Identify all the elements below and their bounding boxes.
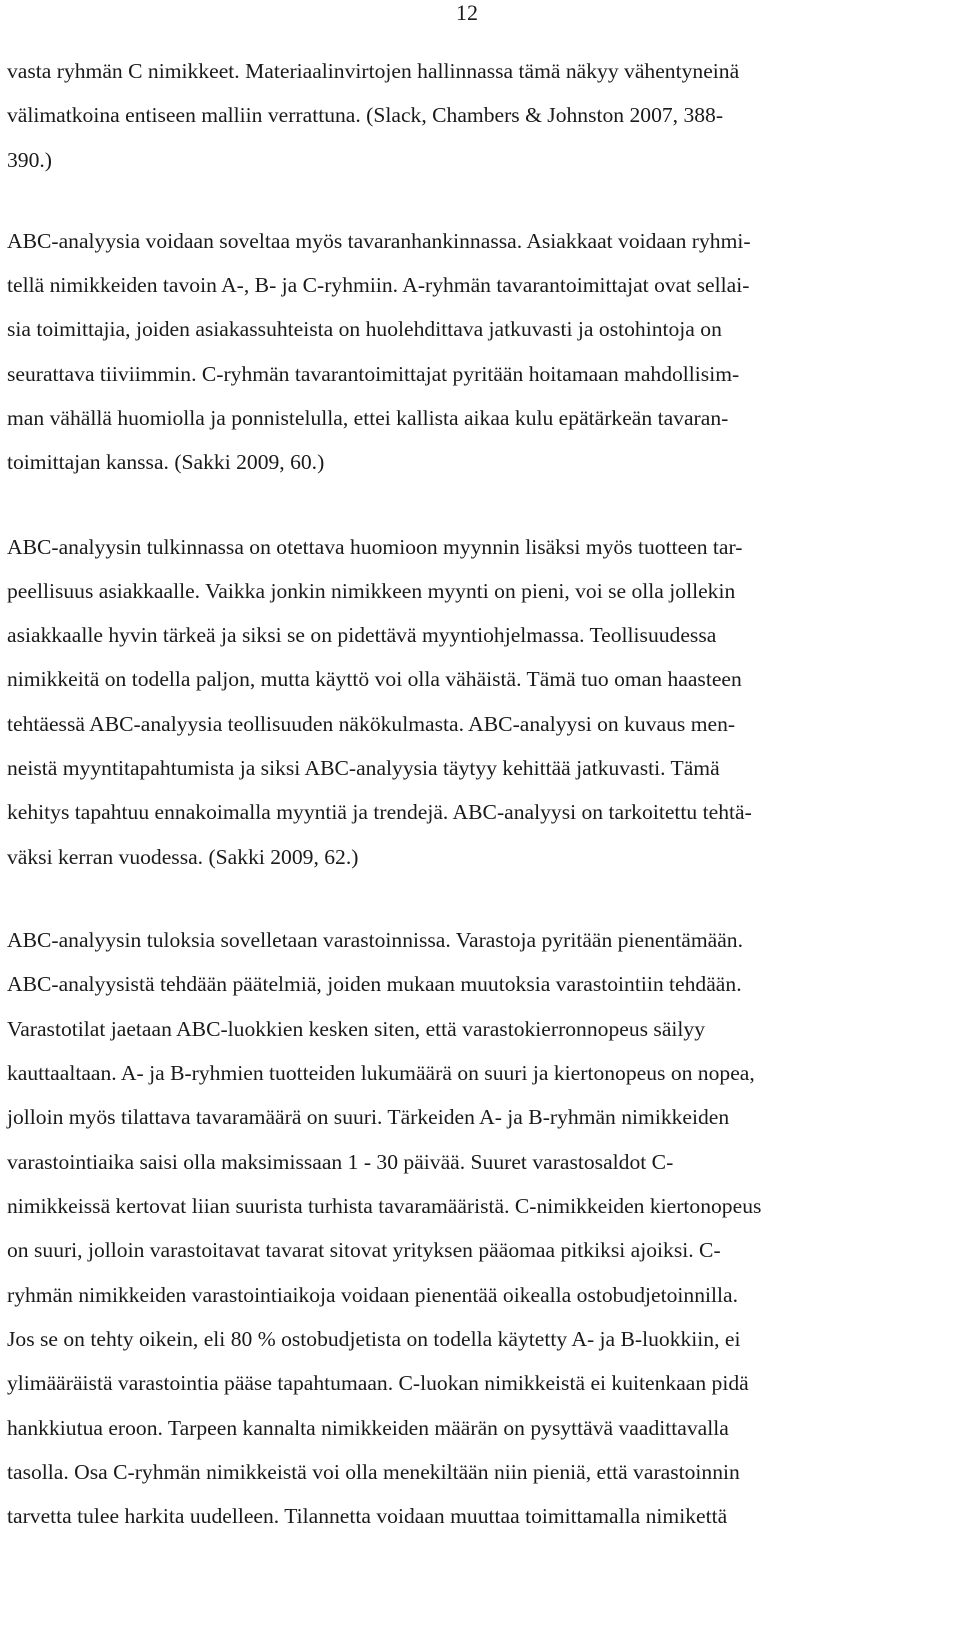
text-line: tellä nimikkeiden tavoin A-, B- ja C-ryhmiin. A-ryhmän tavarantoimittajat ovat sellai-: [7, 273, 750, 297]
text-line: peellisuus asiakkaalle. Vaikka jonkin nimikkeen myynti on pieni, voi se olla jollekin: [7, 579, 736, 603]
text-line: ABC-analyysin tulkinnassa on otettava huomioon myynnin lisäksi myös tuotteen tar-: [7, 535, 743, 559]
text-line: ABC-analyysistä tehdään päätelmiä, joiden mukaan muutoksia varastointiin tehdään.: [7, 972, 742, 996]
text-line: Varastotilat jaetaan ABC-luokkien kesken siten, että varastokierronnopeus säilyy: [7, 1017, 706, 1041]
text-line: asiakkaalle hyvin tärkeä ja siksi se on pidettävä myyntiohjelmassa. Teollisuudessa: [7, 623, 717, 647]
text-line: seurattava tiiviimmin. C-ryhmän tavarantoimittajat pyritään hoitamaan mahdollisim-: [7, 362, 740, 386]
page-number: 12: [456, 0, 478, 25]
text-line: 390.): [7, 148, 52, 172]
text-line: kehitys tapahtuu ennakoimalla myyntiä ja trendejä. ABC-analyysi on tarkoitettu tehtä-: [7, 800, 752, 824]
text-line: man vähällä huomiolla ja ponnistelulla, ettei kallista aikaa kulu epätärkeän tavaran-: [7, 406, 729, 430]
text-line: vasta ryhmän C nimikkeet. Materiaalinvirtojen hallinnassa tämä näkyy vähentyneinä: [7, 59, 740, 83]
text-line: tehtäessä ABC-analyysia teollisuuden näkökulmasta. ABC-analyysi on kuvaus men-: [7, 712, 736, 736]
text-line: sia toimittajia, joiden asiakassuhteista on huolehdittava jatkuvasti ja ostohintoja on: [7, 317, 722, 341]
text-line: ABC-analyysia voidaan soveltaa myös tavaranhankinnassa. Asiakkaat voidaan ryhmi-: [7, 229, 751, 253]
text-line: väksi kerran vuodessa. (Sakki 2009, 62.): [7, 845, 359, 869]
text-line: nimikkeitä on todella paljon, mutta käyttö voi olla vähäistä. Tämä tuo oman haasteen: [7, 667, 742, 691]
text-line: varastointiaika saisi olla maksimissaan 1 - 30 päivää. Suuret varastosaldot C-: [7, 1150, 674, 1174]
text-line: toimittajan kanssa. (Sakki 2009, 60.): [7, 450, 325, 474]
text-line: neistä myyntitapahtumista ja siksi ABC-analyysia täytyy kehittää jatkuvasti. Tämä: [7, 756, 720, 780]
text-line: kauttaaltaan. A- ja B-ryhmien tuotteiden lukumäärä on suuri ja kiertonopeus on nopea,: [7, 1061, 755, 1085]
text-line: ylimääräistä varastointia pääse tapahtumaan. C-luokan nimikkeistä ei kuitenkaan pidä: [7, 1371, 749, 1395]
text-line: tasolla. Osa C-ryhmän nimikkeistä voi olla menekiltään niin pieniä, että varastoinnin: [7, 1460, 740, 1484]
text-line: ryhmän nimikkeiden varastointiaikoja voidaan pienentää oikealla ostobudjetoinnilla.: [7, 1283, 738, 1307]
text-line: tarvetta tulee harkita uudelleen. Tilannetta voidaan muuttaa toimittamalla nimikettä: [7, 1504, 728, 1528]
text-line: nimikkeissä kertovat liian suurista turhista tavaramääristä. C-nimikkeiden kiertonopeus: [7, 1194, 762, 1218]
text-line: ABC-analyysin tuloksia sovelletaan varastoinnissa. Varastoja pyritään pienentämään.: [7, 928, 743, 952]
text-line: välimatkoina entiseen malliin verrattuna. (Slack, Chambers & Johnston 2007, 388-: [7, 103, 724, 127]
text-line: hankkiutua eroon. Tarpeen kannalta nimikkeiden määrän on pysyttävä vaadittavalla: [7, 1416, 729, 1440]
text-line: Jos se on tehty oikein, eli 80 % ostobudjetista on todella käytetty A- ja B-luokkiin, ei: [7, 1327, 741, 1351]
text-line: jolloin myös tilattava tavaramäärä on suuri. Tärkeiden A- ja B-ryhmän nimikkeiden: [7, 1105, 730, 1129]
text-line: on suuri, jolloin varastoitavat tavarat sitovat yrityksen pääomaa pitkiksi ajoiksi. C-: [7, 1238, 721, 1262]
